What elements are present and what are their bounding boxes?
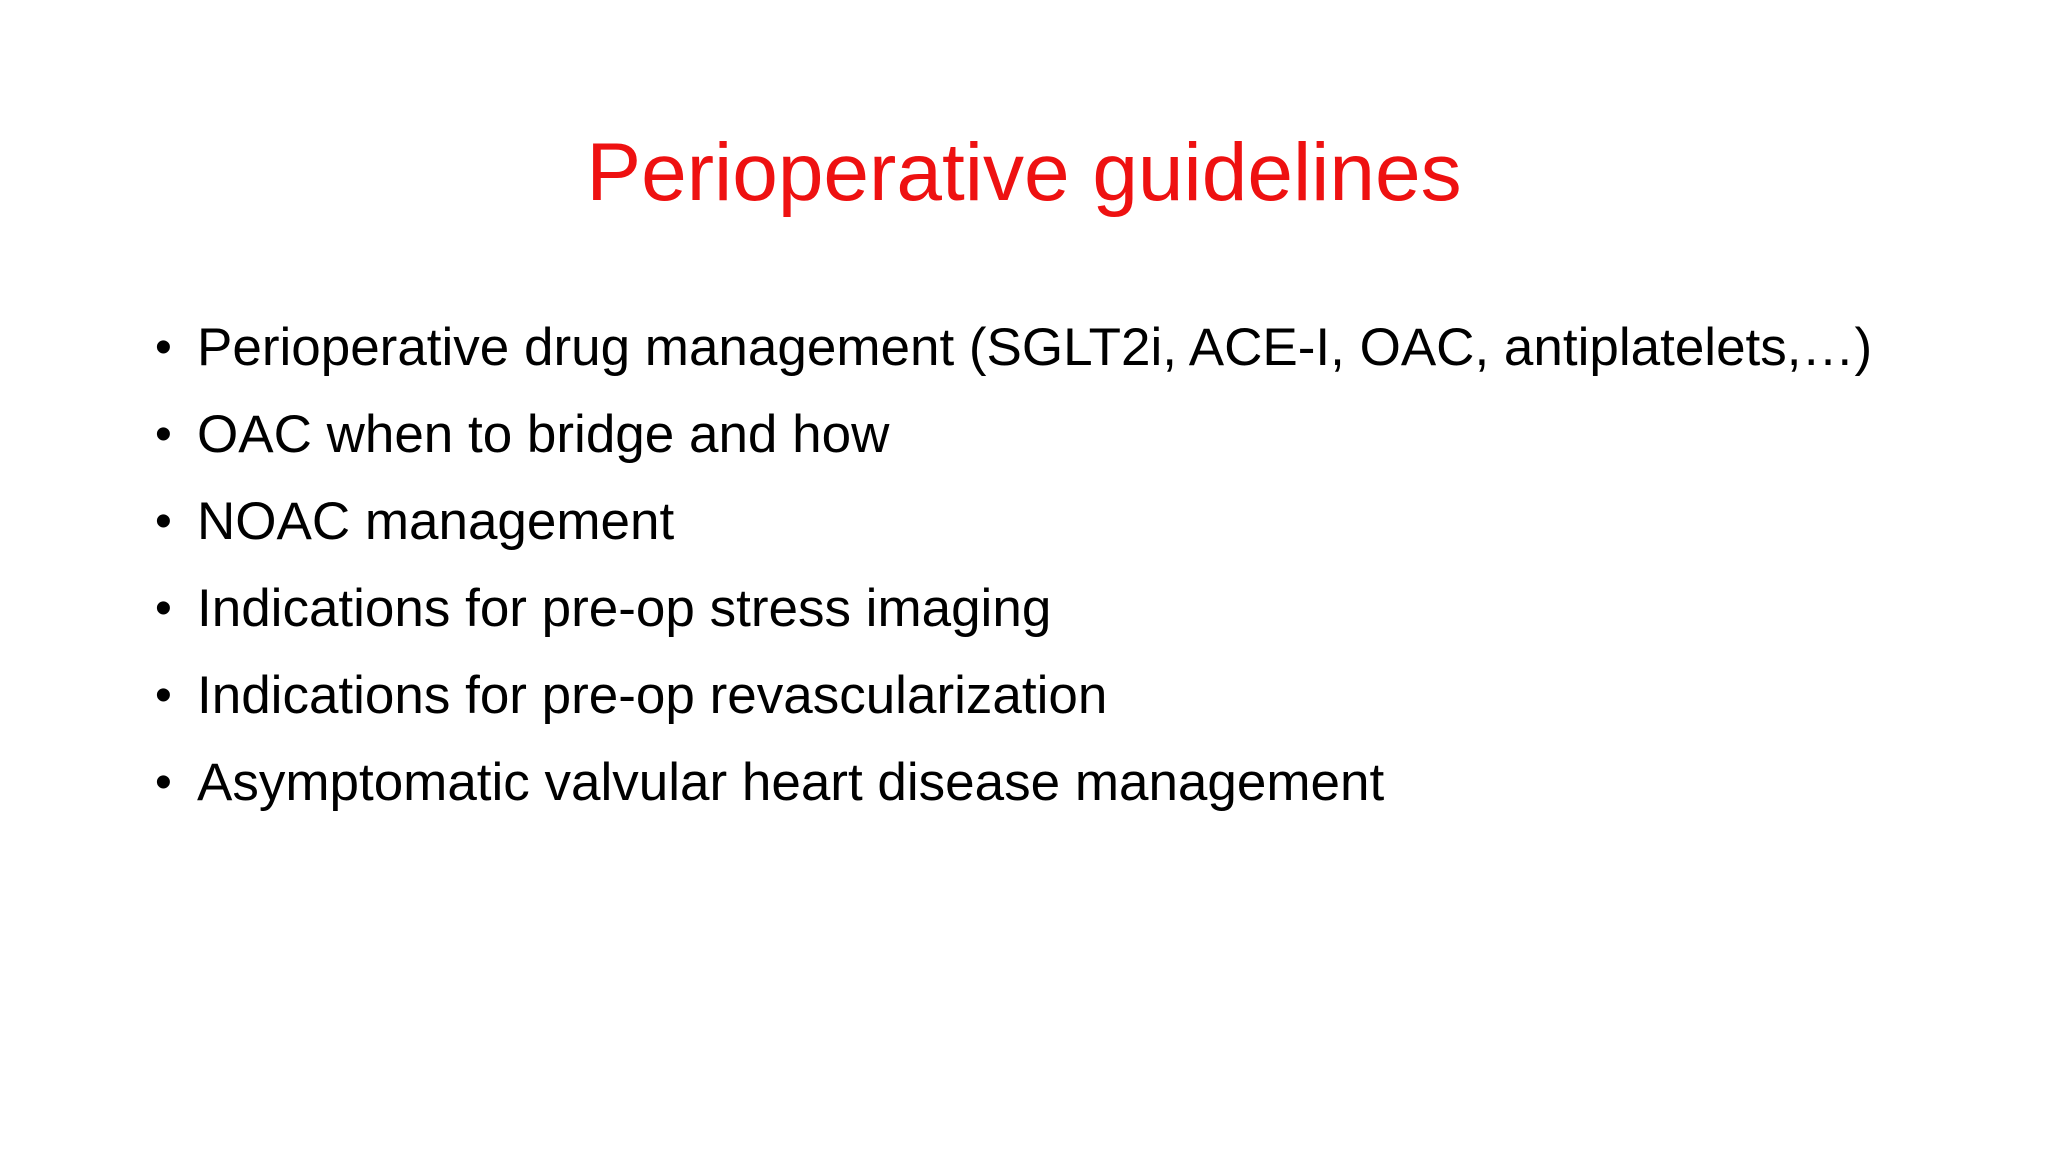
bullet-item: [155, 739, 1872, 826]
bullet-list: [155, 304, 1872, 826]
bullet-item: [155, 304, 1872, 391]
bullet-dot-icon: •: [155, 582, 172, 635]
bullet-dot-icon: •: [155, 756, 172, 809]
bullet-item: [155, 391, 1872, 478]
bullet-item: [155, 652, 1872, 739]
bullet-dot-icon: •: [155, 495, 172, 548]
bullet-text: Indications for pre-op revascularization: [197, 666, 1108, 725]
bullet-item: [155, 565, 1872, 652]
bullet-text: Perioperative drug management (SGLT2i, ACE-I, OAC, antiplatelets,…): [197, 318, 1873, 377]
bullet-text: OAC when to bridge and how: [197, 405, 890, 464]
slide-title: Perioperative guidelines: [586, 127, 1462, 218]
bullet-text: Indications for pre-op stress imaging: [197, 579, 1052, 638]
bullet-dot-icon: •: [155, 321, 172, 374]
bullet-text: NOAC management: [197, 492, 675, 551]
bullet-item: [155, 478, 1872, 565]
bullet-text: Asymptomatic valvular heart disease management: [197, 753, 1385, 812]
bullet-dot-icon: •: [155, 408, 172, 461]
bullet-dot-icon: •: [155, 669, 172, 722]
